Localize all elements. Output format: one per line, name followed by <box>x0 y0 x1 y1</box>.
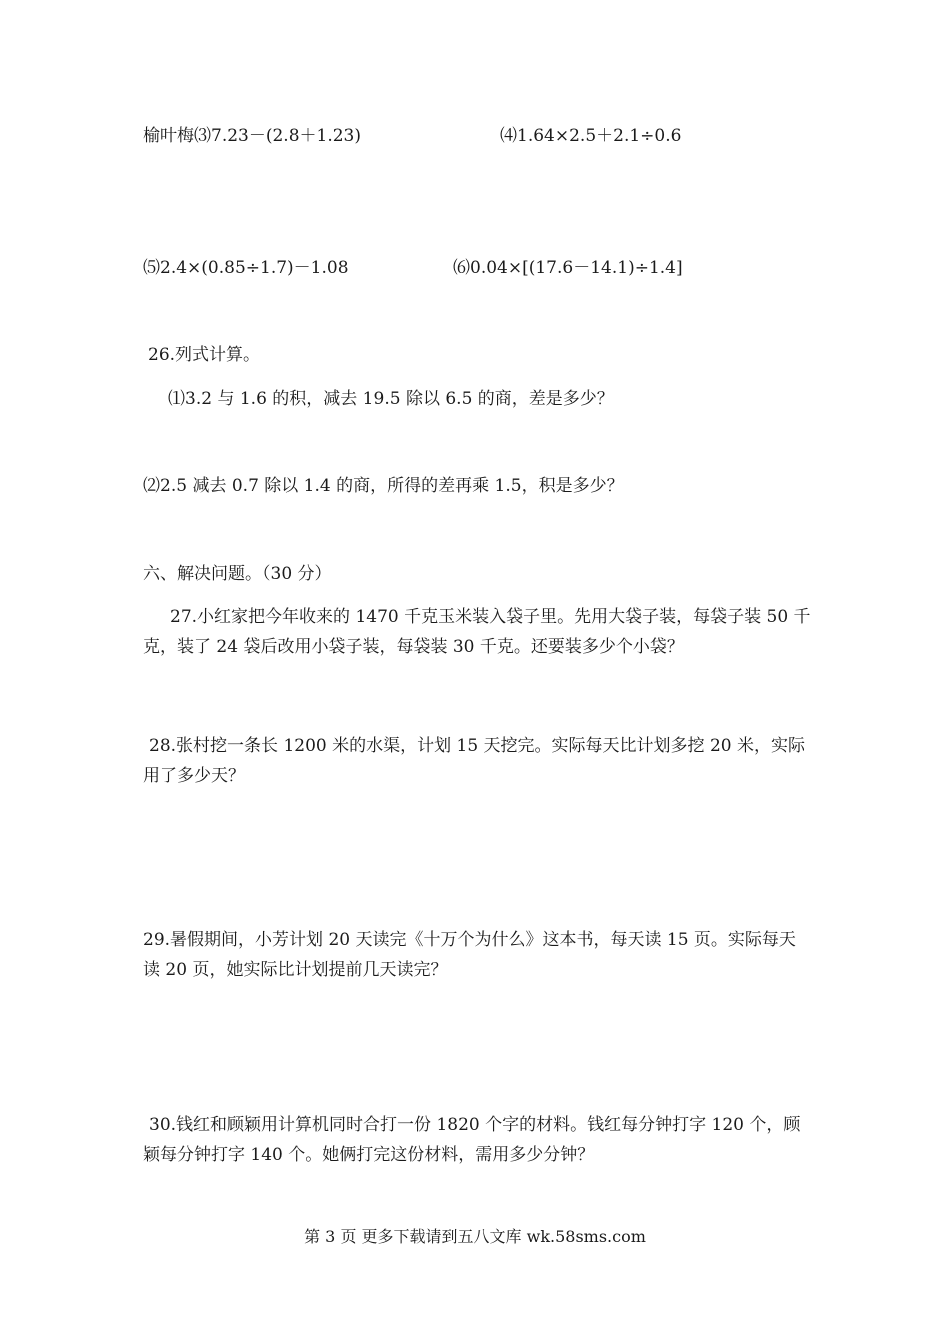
q26-part1: ⑴3.2 与 1.6 的积，减去 19.5 除以 6.5 的商，差是多少？ <box>168 389 614 409</box>
calc-item-3: 榆叶梅⑶7.23－(2.8＋1.23) <box>143 126 362 146</box>
q26-heading: 26.列式计算。 <box>148 345 261 365</box>
calc-item-4: ⑷1.64×2.5＋2.1÷0.6 <box>500 126 682 146</box>
calc-item-6: ⑹0.04×[(17.6－14.1)÷1.4] <box>453 258 683 278</box>
problem-28: 28.张村挖一条长 1200 米的水渠，计划 15 天挖完。实际每天比计划多挖 20 米，实际用了多少天？ <box>143 736 805 786</box>
section-title: 六、解决问题。（30 分） <box>143 564 332 584</box>
page-footer: 第 3 页 更多下载请到五八文库 wk.58sms.com <box>304 1227 646 1246</box>
q26-part2: ⑵2.5 减去 0.7 除以 1.4 的商，所得的差再乘 1.5，积是多少？ <box>143 476 624 496</box>
problem-27: 27.小红家把今年收来的 1470 千克玉米装入袋子里。先用大袋子装，每袋子装 50 千克，装了 24 袋后改用小袋子装，每袋装 30 千克。还要装多少个小袋？ <box>143 607 811 657</box>
calc-item-5: ⑸2.4×(0.85÷1.7)－1.08 <box>143 258 349 278</box>
problem-30: 30.钱红和顾颖用计算机同时合打一份 1820 个字的材料。钱红每分钟打字 120 个，顾颖每分钟打字 140 个。她俩打完这份材料，需用多少分钟？ <box>143 1115 801 1165</box>
problem-29: 29.暑假期间，小芳计划 20 天读完《十万个为什么》这本书，每天读 15 页。实际每天读 20 页，她实际比计划提前几天读完？ <box>143 930 796 980</box>
